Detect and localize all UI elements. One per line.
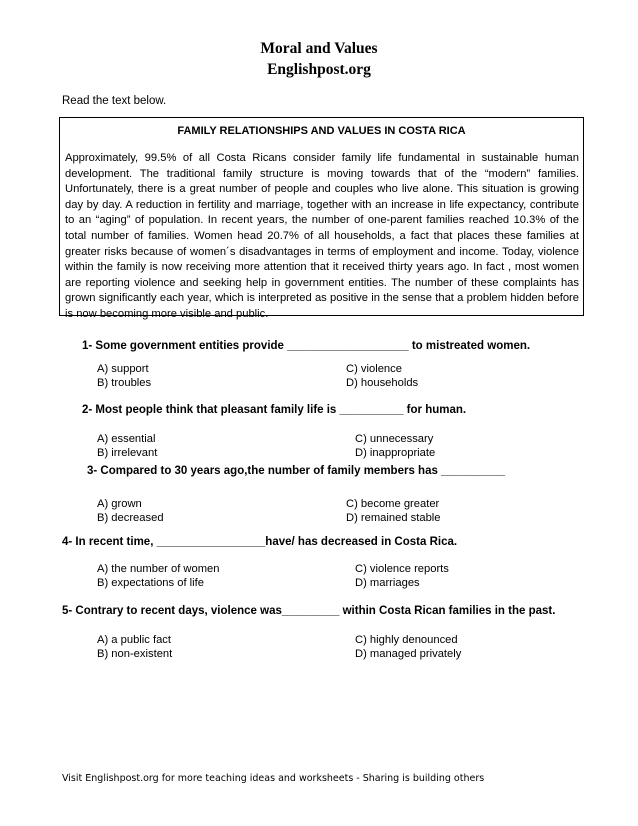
question-2-option-c: C) unnecessary	[355, 433, 434, 445]
passage-text: Approximately, 99.5% of all Costa Ricans consider family life fundamental in sustainable human development. The traditional family structure is moving towards that of the “modern” families. Unfortunately, there is a great number of people and couples who live alone. This situation is growing day by day. A reduction in fertility and marriage, together with an increase in life expectancy, contribute to an “aging” of population. In recent years, the number of one-parent families reached 10.3% of the total number of families. Women head 20.7% of all households, a fact that places these families at greater risks because of women´s disadvantages in terms of employment and income. Today, violence within the family is now receiving more attention that it received thirty years ago. In fact , most women are reporting violence and seeking help in government entities. The number of these complaints has grown significantly each year, which is interpreted as positive in the sense that a problem hidden before is now becoming more visible and public.	[65, 152, 579, 320]
question-4-option-d: D) marriages	[355, 577, 420, 589]
passage-title: FAMILY RELATIONSHIPS AND VALUES IN COSTA RICA	[177, 125, 466, 137]
question-1-option-b: B) troubles	[97, 377, 152, 389]
question-5-option-c: C) highly denounced	[355, 634, 458, 646]
site-name: Englishpost.org	[267, 61, 371, 78]
worksheet-title: Moral and Values	[260, 40, 378, 57]
question-4-option-a: A) the number of women	[97, 563, 220, 575]
question-3-option-c: C) become greater	[346, 498, 440, 510]
question-2: 2- Most people think that pleasant family life is __________ for human.	[82, 404, 467, 416]
footer-text: Visit Englishpost.org for more teaching ideas and worksheets - Sharing is building others	[62, 773, 485, 784]
question-5-option-b: B) non-existent	[97, 648, 173, 660]
question-5-option-d: D) managed privately	[355, 648, 462, 660]
question-4: 4- In recent time, _________________have/ has decreased in Costa Rica.	[62, 536, 458, 548]
question-1-option-c: C) violence	[346, 363, 402, 375]
question-3-option-b: B) decreased	[97, 512, 164, 524]
question-5: 5- Contrary to recent days, violence was_________ within Costa Rican families in the past.	[62, 605, 556, 617]
question-4-option-b: B) expectations of life	[97, 577, 204, 589]
question-1: 1- Some government entities provide ___________________ to mistreated women.	[82, 340, 531, 352]
question-4-option-c: C) violence reports	[355, 563, 449, 575]
reading-passage-box	[59, 117, 584, 320]
question-2-option-a: A) essential	[97, 433, 156, 445]
instruction-text: Read the text below.	[62, 95, 167, 107]
document-title	[0, 38, 638, 80]
question-5-option-a: A) a public fact	[97, 634, 171, 646]
question-2-option-d: D) inappropriate	[355, 447, 436, 459]
question-1-option-a: A) support	[97, 363, 149, 375]
question-1-option-d: D) households	[346, 377, 419, 389]
question-2-option-b: B) irrelevant	[97, 447, 158, 459]
question-3: 3- Compared to 30 years ago,the number of family members has __________	[87, 465, 506, 477]
question-3-option-a: A) grown	[97, 498, 142, 510]
question-3-option-d: D) remained stable	[346, 512, 441, 524]
